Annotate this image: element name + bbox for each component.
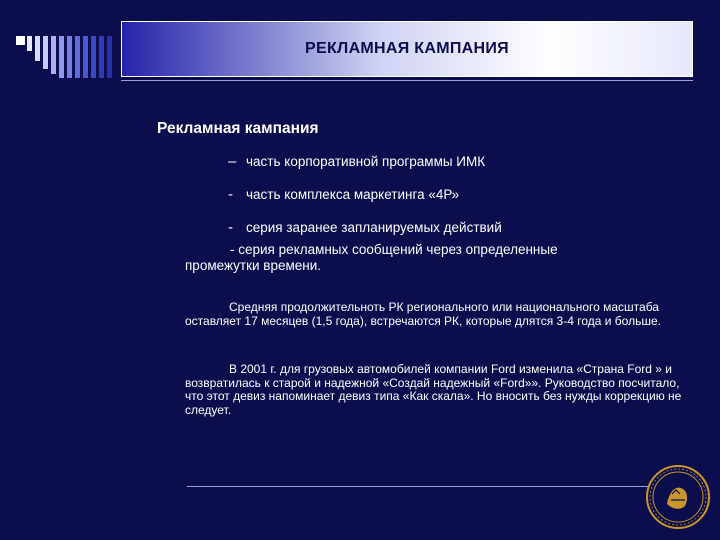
stripe-bar [35,36,40,61]
stripe-bar [27,36,32,51]
paragraph-ford-text: В 2001 г. для грузовых автомобилей компании Ford изменила «Страна Ford » и возвратилась к старой и надежной «Создай надежный «Ford»». Руководство посчитало, что этот девиз напоминает девиз типа «Как скала». Но вносить без нужды коррекцию не следует. [185,362,682,417]
paragraph-duration-text: Средняя продолжительноть РК регионального или национального масштаба оставляет 17 месяцев (1,5 года), встречаются РК, которые длятся 3-4 года и больше. [185,300,661,328]
paragraph-duration [185,301,690,328]
bullet-item [228,186,459,203]
stripe-bar [75,36,80,78]
series-line-continued: промежутки времени. [185,258,322,273]
bullet-dash: - [228,186,233,203]
title-underline [121,80,693,81]
title-banner [121,21,693,77]
stripe-bar [107,36,112,78]
stripe-bar [83,36,88,78]
bullet-dash: - [228,219,233,236]
stripe-bar [99,36,104,78]
stripe-square [16,36,25,45]
section-heading: Рекламная кампания [157,120,319,137]
bullet-item [228,153,485,170]
bullet-text: часть комплекса маркетинга «4Р» [246,187,460,202]
slide-title: РЕКЛАМНАЯ КАМПАНИЯ [305,40,509,57]
bullet-text: часть корпоративной программы ИМК [246,154,486,169]
series-line: - серия рекламных сообщений через определенные [230,242,558,257]
footer-line [187,486,649,487]
stripe-bar [91,36,96,78]
decorative-stripes [0,0,130,80]
stripe-bar [51,36,56,74]
bullet-item [228,219,502,236]
bullet-dash: – [228,153,237,170]
university-seal-icon [645,464,711,530]
stripe-bar [43,36,48,69]
stripe-bar [67,36,72,78]
bullet-text: серия заранее запланируемых действий [246,220,502,235]
stripe-bar [59,36,64,78]
paragraph-ford [185,363,690,417]
